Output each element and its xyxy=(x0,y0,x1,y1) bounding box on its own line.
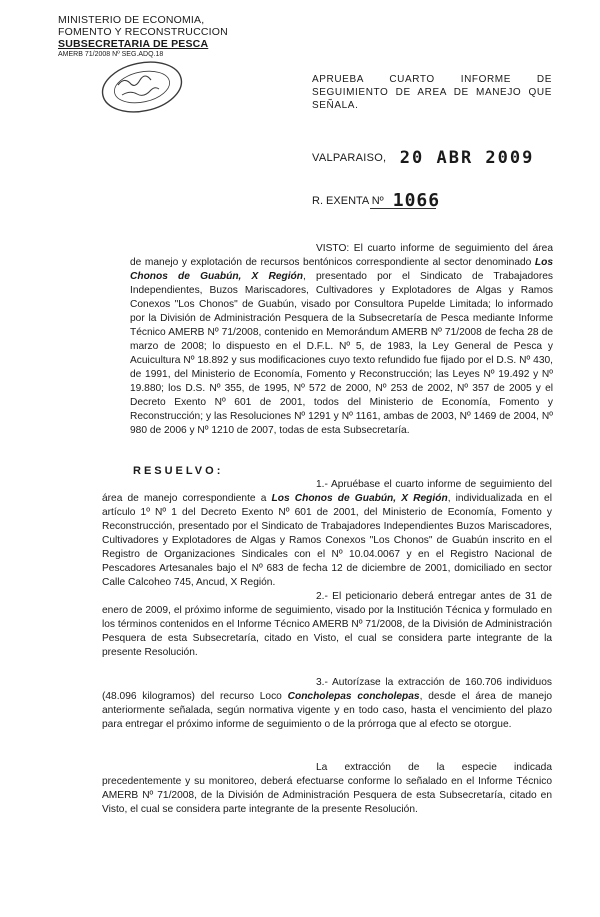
exenta-line xyxy=(312,190,440,211)
resolution-number: 1066 xyxy=(392,190,441,211)
resolution-item-1 xyxy=(102,478,552,590)
visto-paragraph xyxy=(130,242,553,438)
item-1-pre: 1.- Apruébase el cuarto informe de seguimiento del área de manejo correspondiente a xyxy=(102,479,552,504)
item-3-species: Concholepas concholepas xyxy=(287,691,420,702)
resuelvo-heading: RESUELVO: xyxy=(133,465,224,477)
item-1-post: , individualizada en el artículo 1º Nº 1 del Decreto Exento Nº 601 de 2001, del Ministerio de Economía, Fomento y Reconstrucción, presentado por el Sindicato de Trabajadores Independientes Buzos Mariscadores, Cultivadores y Explotadores de Algas y Ramos Conexos "Los Chonos" de Guabún inscrito en el Registro de Organizaciones Sindicales con el Nº 10.04.0067 y en el Registro Nacional de Pescadores Artesanales bajo el Nº 683 de fecha 12 de diciembre de 2001, domiciliado en sector Calle Calcoheo 745, Ancud, X Región. xyxy=(102,493,552,588)
ministry-line-1: MINISTERIO DE ECONOMIA, xyxy=(58,14,205,26)
item-3-pre: 3.- Autorízase la extracción de 160.706 individuos (48.096 kilogramos) del recurso Loco xyxy=(102,677,552,702)
item-1-sector: Los Chonos de Guabún, X Región xyxy=(271,493,448,504)
resolution-item-3 xyxy=(102,676,552,732)
ministry-line-2: FOMENTO Y RECONSTRUCCION xyxy=(58,26,228,38)
stamped-date: 20 ABR 2009 xyxy=(399,148,535,168)
resolution-item-2: 2.- El peticionario deberá entregar antes de 31 de enero de 2009, el próximo informe de seguimiento, visado por la Institución Técnica y formulado en los términos contenidos en el Informe Técnico AMERB Nº 71/2008, de la División de Administración Pesquera de esta Subsecretaría, citado en Visto, el cual se considera parte integrante de la presente Resolución. xyxy=(102,591,552,658)
document-title: APRUEBA CUARTO INFORME DE SEGUIMIENTO DE AREA DE MANEJO QUE SEÑALA. xyxy=(312,74,552,111)
date-label: VALPARAISO, xyxy=(312,152,387,164)
exenta-label: R. EXENTA Nº xyxy=(312,195,384,207)
resolution-item-4: La extracción de la especie indicada precedentemente y su monitoreo, deberá efectuarse conforme lo señalado en el Informe Técnico AMERB Nº 71/2008, de la División de Administración Pesquera de esta Subsecretaría, citado en Visto, el cual se considera parte integrante de la presente Resolución. xyxy=(102,762,552,815)
letterhead xyxy=(58,14,228,59)
visto-text-pre: VISTO: El cuarto informe de seguimiento del área de manejo y explotación de recursos bentónicos correspondiente al sector denominado xyxy=(130,243,553,268)
stamp-mark xyxy=(98,57,186,117)
date-line xyxy=(312,148,534,168)
subsecretaria-label: SUBSECRETARIA DE PESCA xyxy=(58,38,209,50)
visto-text-post: , presentado por el Sindicato de Trabajadores Independientes, Buzos Mariscadores, Cultivadores y Explotadores de Algas y Ramos Conexos "Los Chonos" de Guabún, visado por Consultora Pupelde Limitada; lo informado por la División de Administración Pesquera de la Subsecretaría de Pesca mediante Informe Técnico AMERB Nº 71/2008, contenido en Memorándum AMERB Nº 71/2008 de fecha 28 de marzo de 2008; lo dispuesto en el D.F.L. Nº 5, de 1983, la Ley General de Pesca y Acuicultura Nº 18.892 y sus modificaciones cuyo texto refundido fue fijado por el D.S. Nº 430, de 1991, del Ministerio de Economía, Fomento y Reconstrucción; las Leyes Nº 19.492 y Nº 19.880; los D.S. Nº 355, de 1995, Nº 572 de 2000, Nº 253 de 2002, Nº 357 de 2005 y el Decreto Exento Nº 601 de 2001, todos del Ministerio de Economía, Fomento y Reconstrucción; y las Resoluciones Nº 1291 y Nº 1161, ambas de 2003, Nº 1469 de 2004, Nº 980 de 2006 y Nº 1210 de 2007, todas de esta Subsecretaría. xyxy=(130,271,553,436)
visto-sector: Los Chonos de Guabún, X Región xyxy=(130,257,553,282)
number-underline xyxy=(370,208,436,209)
item-3-post: , desde el área de manejo anteriormente señalada, según normativa vigente y en todo caso, hasta el vencimiento del plazo para entregar el próximo informe de seguimiento o de la prórroga que al efecto se otorgue. xyxy=(102,691,553,730)
reference-code: AMERB 71/2008 Nº SEG.ADQ.18 xyxy=(58,51,164,58)
office-stamp xyxy=(96,57,188,117)
